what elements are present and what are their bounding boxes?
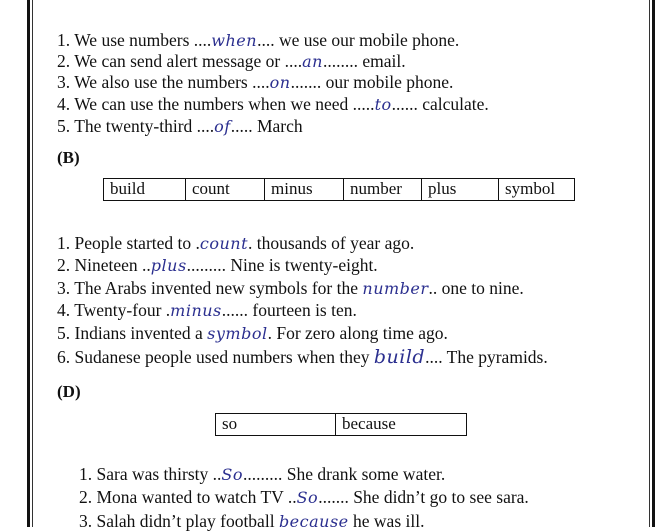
exercise-line	[57, 278, 524, 299]
handwritten-answer: an	[302, 52, 323, 71]
item-text: We use numbers ....	[74, 30, 212, 50]
item-text: .... The pyramids.	[425, 347, 548, 367]
handwritten-answer: number	[362, 279, 429, 298]
exercise-line	[57, 347, 548, 367]
item-text: ......... She drank some water.	[243, 464, 446, 484]
handwritten-answer: when	[211, 31, 258, 50]
item-text: ...... calculate.	[391, 94, 489, 114]
item-number: 6.	[57, 347, 71, 367]
item-number: 5.	[57, 116, 71, 136]
exercise-line	[57, 116, 303, 137]
exercise-line	[57, 94, 489, 115]
handwritten-answer: because	[278, 512, 349, 531]
exercise-line	[79, 487, 529, 508]
item-text: ....... She didn’t go to see sara.	[318, 487, 529, 507]
item-text: The Arabs invented new symbols for the	[74, 278, 363, 298]
handwritten-answer: on	[269, 73, 291, 92]
item-number: 1.	[79, 464, 93, 484]
item-text: Sara was thirsty ..	[96, 464, 222, 484]
handwritten-answer: build	[373, 346, 426, 368]
word-bank-cell: so	[216, 414, 336, 436]
word-bank-cell: plus	[422, 179, 499, 201]
item-number: 2.	[57, 51, 71, 71]
word-bank-cell: symbol	[499, 179, 575, 201]
item-text: ........ email.	[322, 51, 406, 71]
item-number: 4.	[57, 94, 71, 114]
item-text: . thousands of year ago.	[248, 233, 415, 253]
handwritten-answer: symbol	[207, 324, 268, 343]
item-text: People started to .	[74, 233, 200, 253]
exercise-line	[57, 300, 357, 321]
exercise-line	[79, 464, 445, 485]
item-number: 2.	[57, 255, 71, 275]
item-number: 4.	[57, 300, 71, 320]
word-bank-cell: number	[344, 179, 422, 201]
page-border-left	[27, 0, 30, 527]
exercise-line	[57, 323, 448, 344]
exercise-line	[79, 511, 424, 532]
item-number: 5.	[57, 323, 71, 343]
handwritten-answer: plus	[150, 256, 187, 275]
item-text: ....... our mobile phone.	[290, 72, 454, 92]
handwritten-answer: So	[221, 465, 244, 484]
exercise-line	[57, 255, 378, 276]
item-text: Nineteen ..	[74, 255, 151, 275]
item-text: ...... fourteen is ten.	[221, 300, 357, 320]
item-text: Indians invented a	[74, 323, 208, 343]
item-text: We can use the numbers when we need .....	[74, 94, 375, 114]
word-bank-cell: minus	[265, 179, 344, 201]
item-text: Twenty-four .	[74, 300, 171, 320]
exercise-line	[57, 233, 414, 254]
item-text: Mona wanted to watch TV ..	[96, 487, 297, 507]
exercise-line	[57, 30, 459, 51]
item-text: We can send alert message or ....	[74, 51, 303, 71]
item-number: 2.	[79, 487, 93, 507]
word-bank-b	[103, 178, 575, 201]
item-text: Sudanese people used numbers when they	[74, 347, 374, 367]
item-number: 3.	[79, 511, 93, 531]
item-text: The twenty-third ....	[74, 116, 215, 136]
page-border-right	[652, 0, 655, 527]
handwritten-answer: to	[374, 95, 392, 114]
word-bank-cell: count	[186, 179, 265, 201]
page-border-left-inner	[32, 0, 33, 527]
item-text: .... we use our mobile phone.	[257, 30, 460, 50]
item-text: We also use the numbers ....	[74, 72, 270, 92]
handwritten-answer: minus	[170, 301, 222, 320]
item-text: . For zero along time ago.	[267, 323, 448, 343]
item-number: 1.	[57, 30, 71, 50]
section-heading-b: (B)	[57, 148, 80, 167]
exercise-line	[57, 72, 453, 93]
exercise-line	[57, 51, 406, 72]
item-number: 1.	[57, 233, 71, 253]
section-heading-d: (D)	[57, 382, 81, 401]
handwritten-answer: So	[296, 488, 319, 507]
item-text: Salah didn’t play football	[96, 511, 279, 531]
word-bank-cell: build	[104, 179, 186, 201]
word-bank-d	[215, 413, 467, 436]
page-border-right-inner	[649, 0, 650, 527]
item-text: he was ill.	[348, 511, 425, 531]
item-number: 3.	[57, 278, 71, 298]
handwritten-answer: count	[199, 234, 249, 253]
item-text: ......... Nine is twenty-eight.	[186, 255, 378, 275]
item-text: ..... March	[230, 116, 303, 136]
item-number: 3.	[57, 72, 71, 92]
item-text: .. one to nine.	[428, 278, 524, 298]
handwritten-answer: of	[214, 117, 231, 136]
word-bank-cell: because	[336, 414, 467, 436]
